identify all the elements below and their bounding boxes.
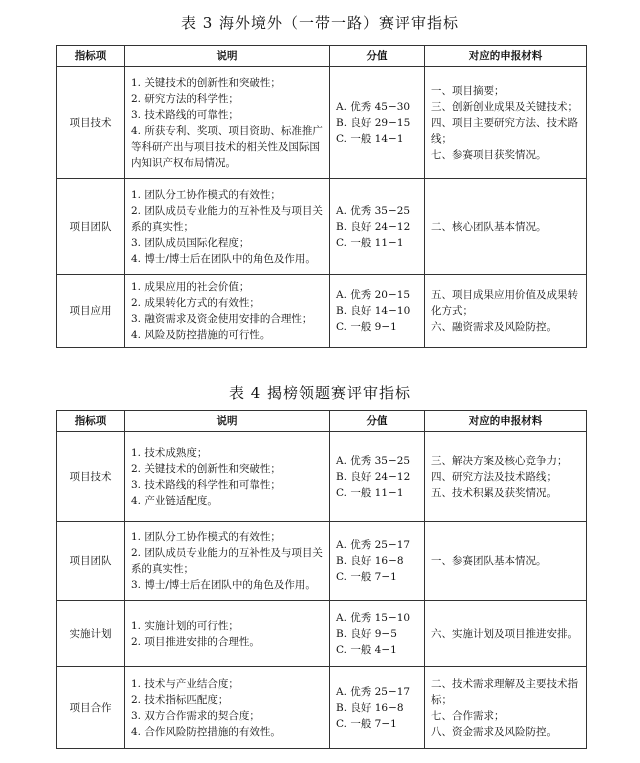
header-score: 分值 — [330, 46, 425, 67]
table4-body — [57, 432, 587, 749]
score-line: C. 一般 7−1 — [336, 571, 397, 583]
description-line: 4. 合作风险防控措施的有效性。 — [131, 725, 281, 738]
score-line: C. 一般 7−1 — [336, 717, 397, 730]
material-line: 四、研究方法及技术路线； — [431, 470, 557, 483]
description-line: 2. 关键技术的创新性和突破性； — [131, 462, 281, 475]
header-score: 分值 — [330, 411, 425, 432]
score-line: A. 优秀 15−10 — [336, 611, 411, 624]
description-line: 3. 技术路线的科学性和可靠性； — [131, 478, 281, 491]
score-cell — [330, 601, 425, 667]
description-cell — [125, 179, 330, 275]
score-cell — [330, 275, 425, 348]
header-materials: 对应的申报材料 — [425, 46, 587, 67]
indicator-cell: 项目技术 — [57, 432, 125, 522]
score-cell — [330, 522, 425, 601]
material-line: 五、技术积累及获奖情况。 — [431, 486, 557, 499]
indicator-cell: 项目应用 — [57, 275, 125, 348]
header-indicator: 指标项 — [57, 411, 125, 432]
description-cell — [125, 275, 330, 348]
description-line: 2. 项目推进安排的合理性。 — [131, 635, 260, 648]
material-line: 一、项目摘要； — [431, 84, 505, 97]
description-line: 2. 成果转化方式的有效性； — [131, 297, 260, 309]
description-cell — [125, 601, 330, 667]
material-line: 三、创新创业成果及关键技术； — [431, 100, 578, 113]
indicator-cell: 项目团队 — [57, 522, 125, 601]
score-line: B. 良好 9−5 — [336, 627, 397, 640]
indicator-cell: 项目团队 — [57, 179, 125, 275]
description-line: 1. 成果应用的社会价值； — [131, 281, 250, 293]
description-line: 4. 所获专利、奖项、项目资助、标准推广等科研产出与项目技术的相关性及国际国内知识产权布局情况。 — [131, 124, 323, 169]
table3-evaluation-indicators — [56, 45, 587, 348]
material-line: 八、资金需求及风险防控。 — [431, 725, 557, 738]
material-line: 六、融资需求及风险防控。 — [431, 321, 557, 333]
description-line: 3. 团队成员国际化程度； — [131, 236, 250, 249]
score-cell — [330, 179, 425, 275]
score-cell — [330, 667, 425, 749]
material-line: 四、项目主要研究方法、技术路线； — [431, 116, 578, 145]
header-description: 说明 — [125, 46, 330, 67]
description-line: 1. 实施计划的可行性； — [131, 619, 239, 632]
score-line: B. 良好 24−12 — [336, 220, 411, 233]
description-line: 4. 风险及防控措施的可行性。 — [131, 329, 271, 341]
score-line: C. 一般 11−1 — [336, 486, 404, 499]
indicator-cell: 项目合作 — [57, 667, 125, 749]
table-row — [57, 522, 587, 601]
score-line: C. 一般 14−1 — [336, 132, 404, 145]
description-line: 1. 团队分工协作模式的有效性； — [131, 531, 281, 543]
description-line: 3. 融资需求及资金使用安排的合理性； — [131, 313, 313, 325]
table-row — [57, 432, 587, 522]
material-line: 七、合作需求； — [431, 709, 505, 722]
material-line: 七、参赛项目获奖情况。 — [431, 148, 547, 161]
description-line: 4. 产业链适配度。 — [131, 494, 218, 507]
description-line: 2. 团队成员专业能力的互补性及与项目关系的真实性； — [131, 547, 323, 575]
materials-cell — [425, 432, 587, 522]
score-cell — [330, 67, 425, 179]
table4-title: 表 4 揭榜领题赛评审指标 — [228, 384, 412, 402]
score-line: A. 优秀 35−25 — [336, 204, 411, 217]
description-line: 3. 博士/博士后在团队中的角色及作用。 — [131, 579, 316, 591]
materials-cell — [425, 67, 587, 179]
material-line: 五、项目成果应用价值及成果转化方式； — [431, 289, 578, 317]
table-row — [57, 179, 587, 275]
header-description: 说明 — [125, 411, 330, 432]
header-materials: 对应的申报材料 — [425, 411, 587, 432]
materials-cell — [425, 179, 587, 275]
description-line: 1. 技术成熟度； — [131, 446, 208, 459]
score-line: C. 一般 9−1 — [336, 321, 397, 333]
score-line: C. 一般 4−1 — [336, 643, 397, 656]
material-line: 二、技术需求理解及主要技术指标； — [431, 677, 578, 706]
description-cell — [125, 667, 330, 749]
description-cell — [125, 432, 330, 522]
materials-cell — [425, 275, 587, 348]
score-line: A. 优秀 35−25 — [336, 454, 411, 467]
score-line: B. 良好 29−15 — [336, 116, 411, 129]
description-line: 1. 技术与产业结合度； — [131, 677, 239, 690]
table-row — [57, 275, 587, 348]
indicator-cell: 实施计划 — [57, 601, 125, 667]
table4-evaluation-indicators — [56, 410, 587, 749]
description-cell — [125, 67, 330, 179]
materials-cell — [425, 522, 587, 601]
score-line: A. 优秀 25−17 — [336, 539, 411, 551]
description-line: 1. 关键技术的创新性和突破性； — [131, 76, 281, 89]
score-line: B. 良好 16−8 — [336, 555, 404, 567]
materials-cell — [425, 601, 587, 667]
score-line: A. 优秀 25−17 — [336, 685, 411, 698]
indicator-cell: 项目技术 — [57, 67, 125, 179]
score-line: B. 良好 14−10 — [336, 305, 411, 317]
score-line: B. 良好 16−8 — [336, 701, 404, 714]
materials-cell — [425, 667, 587, 749]
description-line: 1. 团队分工协作模式的有效性； — [131, 188, 281, 201]
material-line: 三、解决方案及核心竞争力； — [431, 454, 568, 467]
description-cell — [125, 522, 330, 601]
table3-body — [57, 67, 587, 348]
table-row — [57, 601, 587, 667]
header-indicator: 指标项 — [57, 46, 125, 67]
description-line: 3. 技术路线的可靠性； — [131, 108, 239, 121]
description-line: 2. 团队成员专业能力的互补性及与项目关系的真实性； — [131, 204, 323, 233]
score-line: A. 优秀 45−30 — [336, 100, 411, 113]
description-line: 4. 博士/博士后在团队中的角色及作用。 — [131, 252, 316, 265]
score-line: C. 一般 11−1 — [336, 236, 404, 249]
table-header-row — [57, 46, 587, 67]
description-line: 2. 研究方法的科学性； — [131, 92, 239, 105]
table3-title: 表 3 海外境外（一带一路）赛评审指标 — [180, 14, 460, 32]
description-line: 2. 技术指标匹配度； — [131, 693, 229, 706]
table-row — [57, 667, 587, 749]
table-row — [57, 67, 587, 179]
material-line: 六、实施计划及项目推进安排。 — [431, 627, 578, 640]
material-line: 一、参赛团队基本情况。 — [431, 555, 547, 567]
score-line: B. 良好 24−12 — [336, 470, 411, 483]
table-header-row — [57, 411, 587, 432]
material-line: 二、核心团队基本情况。 — [431, 220, 547, 233]
description-line: 3. 双方合作需求的契合度； — [131, 709, 260, 722]
score-line: A. 优秀 20−15 — [336, 289, 411, 301]
score-cell — [330, 432, 425, 522]
